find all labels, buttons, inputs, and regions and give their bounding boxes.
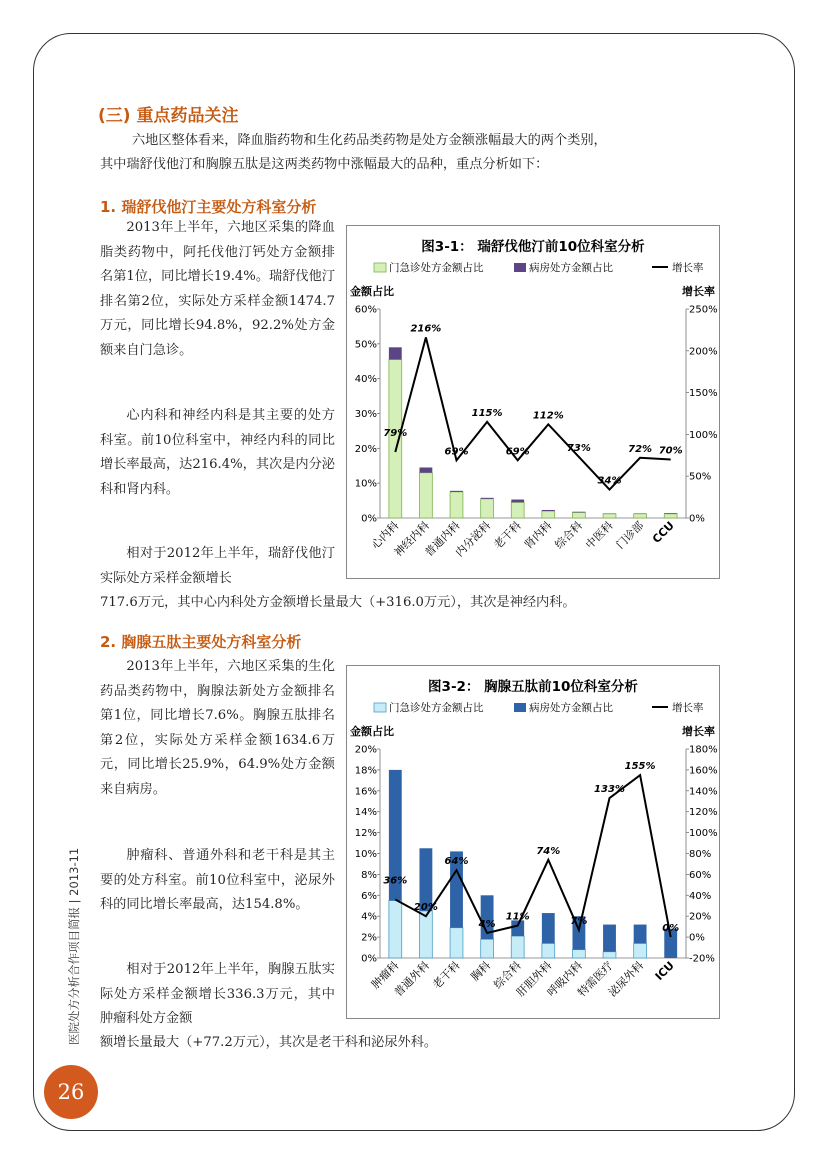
- category-label: 肾内科: [521, 518, 555, 552]
- sub2-paragraph-2: 肿瘤科、普通外科和老干科是其主要的处方科室。前10位科室中，泌尿外科的同比增长率最高，达154.8%。: [100, 848, 335, 912]
- subsection-1-title: 1. 瑞舒伐他汀主要处方科室分析: [100, 198, 317, 216]
- y2-tick-label: 160%: [689, 765, 718, 777]
- category-label: 普通外科: [391, 958, 433, 1000]
- growth-data-label: 34%: [597, 475, 622, 487]
- category-label: 普通内科: [422, 518, 463, 560]
- legend-swatch-opd: [374, 263, 386, 272]
- bar-opd: [389, 901, 402, 958]
- bar-ward: [389, 347, 402, 359]
- growth-data-label: 72%: [628, 443, 653, 455]
- y2-tick-label: 0%: [689, 932, 705, 944]
- growth-data-label: 4%: [478, 918, 496, 930]
- y2-tick-label: -20%: [689, 953, 715, 965]
- y2-tick-label: 50%: [689, 471, 712, 483]
- legend-label-growth: 增长率: [672, 702, 704, 714]
- intro-line-1: 六地区整体看来，降血脂药物和生化药品类药物是处方金额涨幅最大的两个类别，: [132, 133, 607, 148]
- bar-opd: [634, 943, 647, 958]
- bar-opd: [572, 512, 585, 518]
- y2-tick-label: 100%: [689, 429, 718, 441]
- bar-opd: [542, 511, 555, 518]
- sub1-paragraph-3: 相对于2012年上半年，瑞舒伐他汀实际处方采样金额增长: [100, 546, 335, 586]
- y-tick-label: 18%: [354, 765, 377, 777]
- sub1-paragraph-1: 2013年上半年，六地区采集的降血脂类药物中，阿托伐他汀钙处方金额排名第1位，同比增长19.4%。瑞舒伐他汀排名第2位，实际处方采样金额1474.7万元，同比增长94.8%，92.2%处方金额来自门急诊。: [100, 220, 335, 358]
- y2-tick-label: 140%: [689, 786, 718, 798]
- bar-ward: [450, 491, 463, 492]
- side-running-title: 医院处方分析合作项目简报 | 2013-11: [67, 847, 81, 1045]
- bar-opd: [511, 936, 524, 958]
- y2-tick-label: 40%: [689, 890, 712, 902]
- category-label: 神经内科: [391, 518, 433, 560]
- chart-3-1: [346, 225, 720, 579]
- y2-tick-label: 250%: [689, 304, 718, 316]
- category-label: 综合科: [491, 958, 524, 992]
- category-label: 老干科: [430, 958, 463, 992]
- category-label: 综合科: [552, 518, 586, 552]
- chart-title: 图3-1： 瑞舒伐他汀前10位科室分析: [421, 239, 645, 255]
- section-title: (三) 重点药品关注: [98, 106, 239, 126]
- y-tick-label: 8%: [361, 869, 377, 881]
- chart-3-1-svg: [347, 226, 719, 578]
- y-tick-label: 20%: [354, 744, 377, 756]
- sub2-paragraph-3-end: 额增长量最大（+77.2万元），其次是老干科和泌尿外科。: [100, 1035, 438, 1050]
- legend-swatch-ward: [514, 703, 526, 712]
- category-label: 门诊部: [613, 518, 647, 552]
- y2-tick-label: 180%: [689, 744, 718, 756]
- bar-ward: [419, 467, 432, 472]
- bar-ward: [481, 498, 494, 499]
- y-tick-label: 14%: [354, 807, 377, 819]
- page-number: 26: [44, 1065, 98, 1119]
- y2-tick-label: 60%: [689, 869, 712, 881]
- y2-tick-label: 20%: [689, 911, 712, 923]
- growth-data-label: 69%: [444, 446, 469, 458]
- y-tick-label: 6%: [361, 890, 377, 902]
- bar-ward: [542, 510, 555, 511]
- growth-data-label: 74%: [536, 845, 561, 857]
- category-label: 呼吸内科: [544, 958, 586, 1000]
- y-tick-label: 10%: [354, 849, 377, 860]
- growth-data-label: 0%: [662, 923, 680, 935]
- growth-data-label: 112%: [532, 410, 564, 422]
- bar-opd: [542, 943, 555, 958]
- intro-line-2: 其中瑞舒伐他汀和胸腺五肽是这两类药物中涨幅最大的品种，重点分析如下：: [100, 157, 549, 172]
- category-label: 泌尿外科: [605, 958, 647, 1000]
- legend-swatch-ward: [514, 263, 526, 272]
- y-tick-label: 2%: [361, 932, 377, 944]
- category-label: 特需医疗: [575, 958, 616, 1000]
- y2-axis-title: 增长率: [682, 285, 715, 298]
- category-label: 心内科: [368, 518, 402, 552]
- y-tick-label: 0%: [361, 513, 377, 525]
- category-label: 胸科: [468, 958, 494, 984]
- y2-tick-label: 0%: [689, 513, 705, 525]
- growth-data-label: 115%: [471, 407, 503, 419]
- growth-data-label: 73%: [566, 442, 591, 454]
- bar-opd: [664, 514, 677, 518]
- bar-opd: [634, 514, 647, 518]
- growth-data-label: 79%: [383, 427, 408, 439]
- category-label: 肿瘤科: [368, 958, 402, 992]
- y2-tick-label: 80%: [689, 849, 712, 860]
- category-label: 肝胆外科: [514, 958, 555, 1000]
- sub1-paragraph-2: 心内科和神经内科是其主要的处方科室。前10位科室中，神经内科的同比增长率最高，达216.4%，其次是内分泌科和肾内科。: [100, 408, 335, 497]
- chart-title: 图3-2： 胸腺五肽前10位科室分析: [428, 679, 638, 695]
- bar-opd: [481, 499, 494, 518]
- bar-opd: [450, 492, 463, 518]
- y-tick-label: 0%: [361, 953, 377, 965]
- bar-ward: [603, 925, 616, 952]
- bar-opd: [603, 514, 616, 518]
- legend-swatch-opd: [374, 703, 386, 712]
- y-tick-label: 16%: [354, 786, 377, 798]
- bar-opd: [603, 952, 616, 958]
- growth-data-label: 64%: [444, 856, 469, 868]
- bar-ward: [572, 512, 585, 513]
- y2-tick-label: 100%: [689, 828, 718, 840]
- y-tick-label: 50%: [354, 339, 377, 351]
- y2-tick-label: 150%: [689, 388, 718, 400]
- bar-ward: [634, 925, 647, 944]
- y-axis-title: 金额占比: [350, 285, 394, 298]
- bar-ward: [542, 913, 555, 943]
- growth-data-label: 20%: [413, 902, 438, 914]
- legend-label-ward: 病房处方金额占比: [529, 702, 613, 714]
- bar-opd: [450, 928, 463, 958]
- legend-label-growth: 增长率: [672, 262, 704, 274]
- category-label: CCU: [649, 518, 677, 546]
- chart-3-2-svg: [347, 666, 719, 1018]
- y-axis-title: 金额占比: [350, 725, 394, 738]
- y-tick-label: 4%: [361, 911, 377, 923]
- bar-ward: [511, 920, 524, 936]
- chart-3-2: [346, 665, 720, 1019]
- growth-data-label: 216%: [410, 323, 442, 335]
- y-tick-label: 10%: [354, 478, 377, 490]
- sub2-paragraph-1: 2013年上半年，六地区采集的生化药品类药物中，胸腺法新处方金额排名第1位，同比增长7.6%。胸腺五肽排名第2位，实际处方采样金额1634.6万元，同比增长25.9%，64.9%处方金额来自病房。: [100, 659, 335, 797]
- bar-opd: [511, 502, 524, 518]
- y-tick-label: 40%: [354, 374, 377, 386]
- growth-data-label: 36%: [383, 875, 408, 887]
- y-tick-label: 60%: [354, 304, 377, 316]
- y2-tick-label: 120%: [689, 807, 718, 819]
- bar-ward: [664, 513, 677, 514]
- category-label: 中医科: [583, 518, 616, 552]
- growth-data-label: 69%: [505, 446, 530, 458]
- growth-data-label: 155%: [624, 761, 656, 773]
- legend-label-opd: 门急诊处方金额占比: [389, 702, 484, 714]
- bar-ward: [511, 500, 524, 503]
- growth-data-label: 70%: [658, 445, 683, 457]
- growth-data-label: 133%: [594, 784, 625, 796]
- bar-opd: [419, 911, 432, 958]
- category-label: ICU: [652, 958, 677, 984]
- legend-label-opd: 门急诊处方金额占比: [389, 262, 484, 274]
- bar-opd: [481, 939, 494, 958]
- category-label: 老干科: [491, 518, 524, 552]
- growth-data-label: 7%: [570, 915, 588, 927]
- sub2-paragraph-3: 相对于2012年上半年，胸腺五肽实际处方采样金额增长336.3万元，其中肿瘤科处方金额: [100, 962, 335, 1026]
- y-tick-label: 12%: [354, 828, 377, 840]
- y-tick-label: 30%: [354, 409, 377, 420]
- sub1-paragraph-3-end: 717.6万元，其中心内科处方金额增长量最大（+316.0万元），其次是神经内科。: [100, 595, 576, 610]
- legend-label-ward: 病房处方金额占比: [529, 262, 613, 274]
- subsection-2-title: 2. 胸腺五肽主要处方科室分析: [100, 633, 302, 651]
- y-tick-label: 20%: [354, 443, 377, 455]
- bar-opd: [419, 473, 432, 518]
- growth-data-label: 11%: [505, 911, 530, 923]
- y2-axis-title: 增长率: [682, 725, 715, 738]
- y2-tick-label: 200%: [689, 346, 718, 358]
- bar-opd: [572, 950, 585, 958]
- category-label: 内分泌科: [452, 518, 494, 560]
